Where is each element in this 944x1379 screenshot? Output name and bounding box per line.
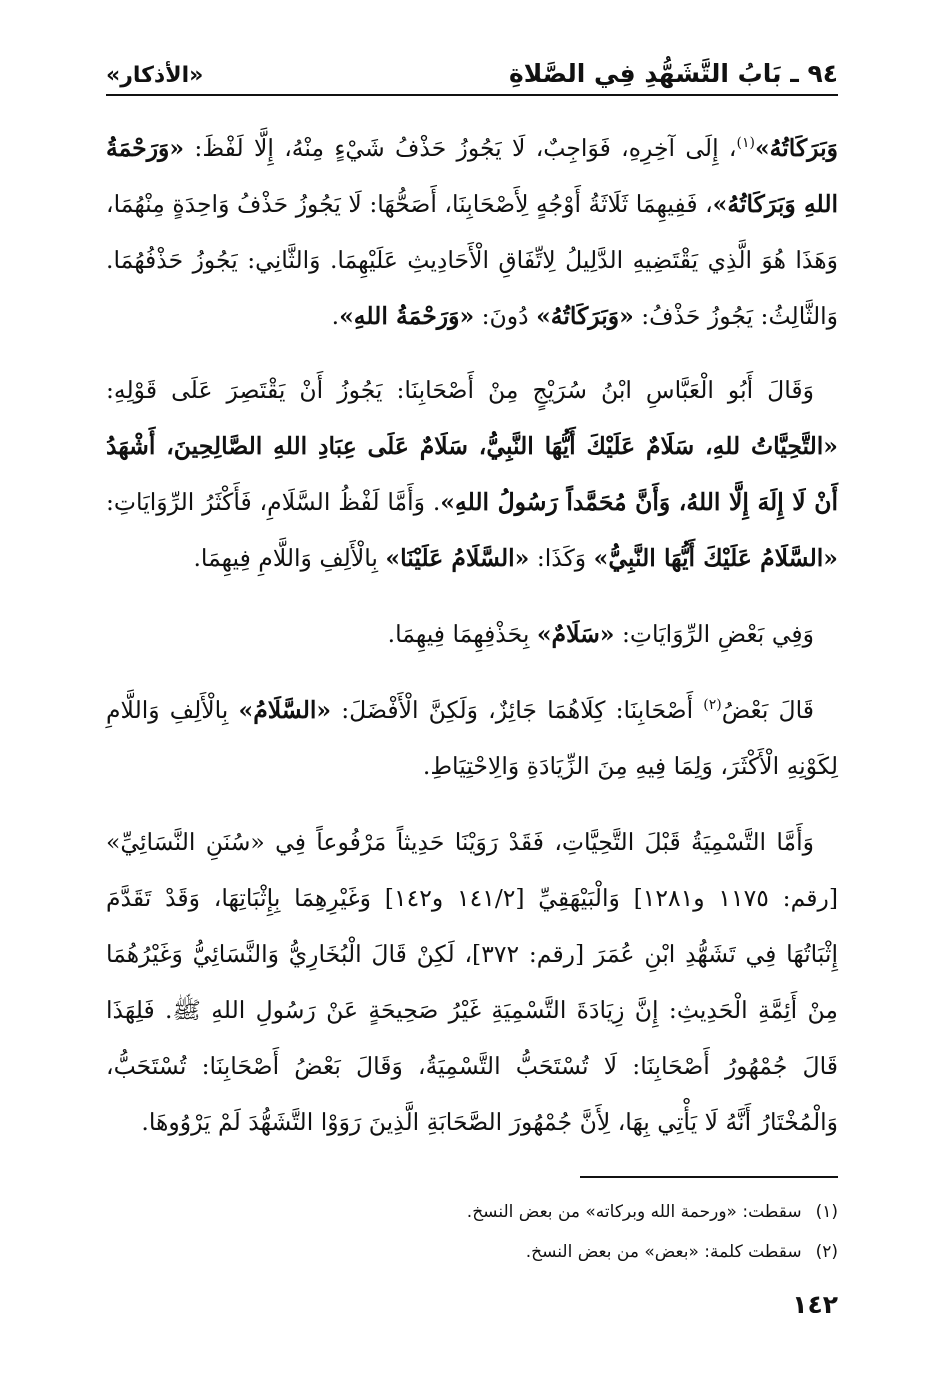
text-run: . وَأَمَّا لَفْظُ السَّلَامِ، فَأَكْثَرُ الرِّوَايَاتِ: bbox=[106, 488, 441, 516]
text-run: وَقَالَ أَبُو الْعَبَّاسِ ابْنُ سُرَيْجٍ مِنْ أَصْحَابِنَا: يَجُوزُ أَنْ يَقْتَصِرَ عَلَى قَوْلِهِ: bbox=[106, 376, 814, 404]
paragraph bbox=[106, 362, 838, 586]
quoted-text: «التَّحِيَّاتُ للهِ، سَلَامٌ عَلَيْكَ أَيُّهَا النَّبِيُّ، سَلَامٌ عَلَى عِبَادِ اللهِ الصَّالِحِينَ، أَشْهَدُ أَنْ لَا إِلَهَ إِلَّا اللهُ، وَأَنَّ مُحَمَّداً رَسُولُ اللهِ» bbox=[106, 432, 838, 516]
footnote-1 bbox=[106, 1192, 838, 1232]
running-header bbox=[106, 56, 838, 96]
footnote-number: (٢) bbox=[815, 1242, 838, 1262]
paragraph bbox=[106, 120, 838, 344]
text-run: وَأَمَّا التَّسْمِيَةُ قَبْلَ التَّحِيَّاتِ، فَقَدْ رَوَيْنَا حَدِيثاً مَرْفُوعاً فِي «سُنَنِ النَّسَائِيِّ» [رقم: ١١٧٥ و١٢٨١] وَالْبَيْهَقِيِّ [١٤١/٢ و١٤٢] وَغَيْرِهِمَا بِإِثْبَاتِهَا، وَقَدْ تَقَدَّمَ إِثْبَاتُهَا فِي تَشَهُّدِ ابْنِ عُمَرَ [رقم: ٣٧٢]، لَكِنْ قَالَ الْبُخَارِيُّ وَالنَّسَائِيُّ وَغَيْرُهُمَا مِنْ أَئِمَّةِ الْحَدِيثِ: إِنَّ زِيَادَةَ التَّسْمِيَةِ غَيْرُ صَحِيحَةٍ عَنْ رَسُولِ اللهِ ﷺ. فَلِهَذَا قَالَ جُمْهُورُ أَصْحَابِنَا: لَا تُسْتَحَبُّ التَّسْمِيَةُ، وَقَالَ بَعْضُ أَصْحَابِنَا: تُسْتَحَبُّ، وَالْمُخْتَارُ أَنَّهُ لَا يَأْتِي بِهَا، لِأَنَّ جُمْهُورَ الصَّحَابَةِ الَّذِينَ رَوَوْا التَّشَهُّدَ لَمْ يَرْوُوهَا. bbox=[106, 828, 838, 1136]
quoted-text: «السَّلَامُ عَلَيْكَ أَيُّهَا النَّبِيُّ» bbox=[593, 544, 838, 572]
quoted-text: «وَرَحْمَةُ اللهِ» bbox=[339, 302, 475, 330]
footnote-2 bbox=[106, 1232, 838, 1272]
page-number: ١٤٢ bbox=[792, 1290, 838, 1319]
footnote-text: سقطت كلمة: «بعض» من بعض النسخ. bbox=[525, 1242, 802, 1262]
text-run: . bbox=[331, 302, 340, 330]
text-run: قَالَ بَعْضُ bbox=[721, 696, 815, 724]
footnote-number: (١) bbox=[815, 1202, 838, 1222]
paragraph bbox=[106, 682, 838, 794]
footnote-divider bbox=[580, 1176, 838, 1178]
main-text bbox=[106, 120, 838, 1170]
quoted-text: «وَبَرَكَاتُهُ» bbox=[536, 302, 634, 330]
footnote-ref: (٢) bbox=[703, 697, 722, 714]
text-run: وَفِي بَعْضِ الرِّوَايَاتِ: bbox=[614, 620, 814, 648]
text-run: ، إِلَى آخِرِهِ، فَوَاجِبٌ، لَا يَجُوزُ حَذْفُ شَيْءٍ مِنْهُ، إِلَّا لَفْظَ: bbox=[184, 134, 737, 162]
paragraph bbox=[106, 814, 838, 1150]
text-run: بِالْأَلِفِ وَاللَّامِ فِيهِمَا. bbox=[193, 544, 386, 572]
quoted-text: «السَّلَامُ» bbox=[238, 696, 332, 724]
footnote-text: سقطت: «ورحمة الله وبركاته» من بعض النسخ. bbox=[466, 1202, 802, 1222]
chapter-title: ٩٤ ـ بَابُ التَّشَهُّدِ فِي الصَّلاةِ bbox=[508, 59, 838, 88]
text-run: وَكَذَا: bbox=[529, 544, 594, 572]
text-run: أَصْحَابِنَا: كِلَاهُمَا جَائِزٌ، وَلَكِنَّ الْأَفْضَلَ: bbox=[331, 696, 704, 724]
quoted-text: «السَّلَامُ عَلَيْنَا» bbox=[385, 544, 530, 572]
footnote-ref: (١) bbox=[736, 135, 755, 152]
text-run: ، فَفِيهِمَا ثَلَاثَةُ أَوْجُهٍ لِأَصْحَابِنَا، أَصَحُّهَا: لَا يَجُوزُ حَذْفُ وَاحِدَةٍ مِنْهُمَا، وَهَذَا هُوَ الَّذِي يَقْتَضِيهِ الدَّلِيلُ لِاتِّفَاقِ الْأَحَادِيثِ عَلَيْهِمَا. وَالثَّانِي: يَجُوزُ حَذْفُهُمَا. وَالثَّالِثُ: يَجُوزُ حَذْفُ: bbox=[106, 190, 838, 330]
quoted-text: وَبَرَكَاتُهُ» bbox=[754, 134, 838, 162]
text-run: بِحَذْفِهِمَا فِيهِمَا. bbox=[387, 620, 537, 648]
text-run: بِالْأَلِفِ وَاللَّامِ لِكَوْنِهِ الْأَكْثَرَ، وَلِمَا فِيهِ مِنَ الزِّيَادَةِ وَالِاحْتِيَاطِ. bbox=[106, 696, 838, 780]
quoted-text: «وَرَحْمَةُ اللهِ وَبَرَكَاتُهُ» bbox=[106, 134, 839, 218]
footnotes bbox=[106, 1192, 838, 1272]
book-title: «الأذكار» bbox=[106, 63, 204, 88]
quoted-text: «سَلَامٌ» bbox=[536, 620, 615, 648]
paragraph bbox=[106, 606, 838, 662]
text-run: دُونَ: bbox=[474, 302, 537, 330]
